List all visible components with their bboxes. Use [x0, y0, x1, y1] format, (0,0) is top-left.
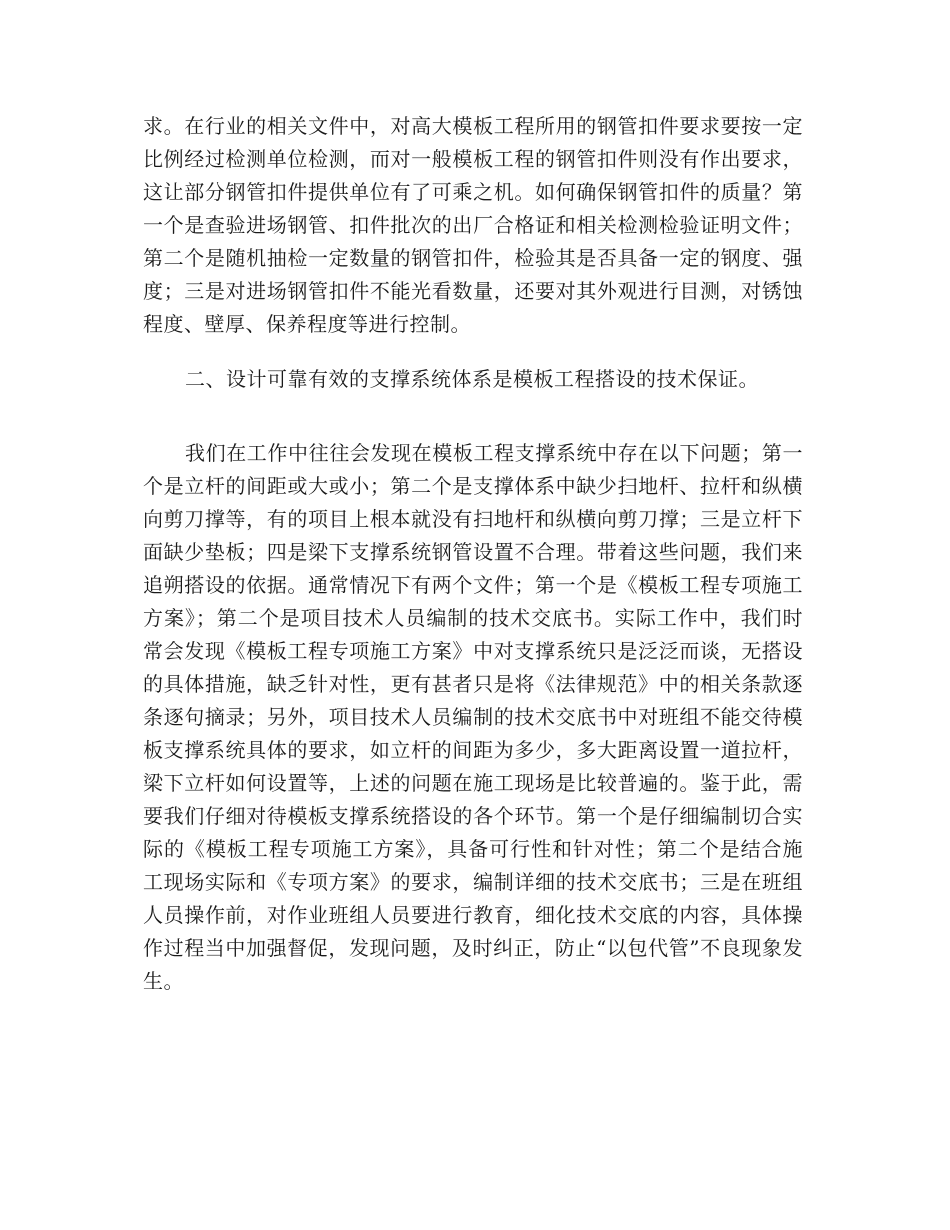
section-heading-text: 二、设计可靠有效的支撑系统体系是模板工程搭设的技术保证。: [185, 367, 759, 391]
paragraph-body: [143, 437, 803, 998]
paragraph-text: 我们在工作中往往会发现在模板工程支撑系统中存在以下问题；第一个是立杆的间距或大或小；第二个是支撑体系中缺少扫地杆、拉杆和纵横向剪刀撑等，有的项目上根本就没有扫地杆和纵横向剪刀撑；三是立杆下面缺少垫板；四是梁下支撑系统钢管设置不合理。带着这些问题，我们来追朔搭设的依据。通常情况下有两个文件；第一个是《模板工程专项施工方案》；第二个是项目技术人员编制的技术交底书。实际工作中，我们时常会发现《模板工程专项施工方案》中对支撑系统只是泛泛而谈，无搭设的具体措施，缺乏针对性，更有甚者只是将《法律规范》中的相关条款逐条逐句摘录；另外，项目技术人员编制的技术交底书中对班组不能交待模板支撑系统具体的要求，如立杆的间距为多少，多大距离设置一道拉杆，梁下立杆如何设置等，上述的问题在施工现场是比较普遍的。鉴于此，需要我们仔细对待模板支撑系统搭设的各个环节。第一个是仔细编制切合实际的《模板工程专项施工方案》，具备可行性和针对性；第二个是结合施工现场实际和《专项方案》的要求，编制详细的技术交底书；三是在班组人员操作前，对作业班组人员要进行教育，细化技术交底的内容，具体操作过程当中加强督促，发现问题，及时纠正，防止“以包代管”不良现象发生。: [143, 441, 803, 993]
paragraph-continuation: [143, 110, 803, 341]
section-heading: [143, 363, 803, 396]
paragraph-text: 求。在行业的相关文件中，对高大模板工程所用的钢管扣件要求要按一定比例经过检测单位检测，而对一般模板工程的钢管扣件则没有作出要求，这让部分钢管扣件提供单位有了可乘之机。如何确保钢管扣件的质量？第一个是查验进场钢管、扣件批次的出厂合格证和相关检测检验证明文件；第二个是随机抽检一定数量的钢管扣件，检验其是否具备一定的钢度、强度；三是对进场钢管扣件不能光看数量，还要对其外观进行目测，对锈蚀程度、壁厚、保养程度等进行控制。: [143, 114, 803, 336]
